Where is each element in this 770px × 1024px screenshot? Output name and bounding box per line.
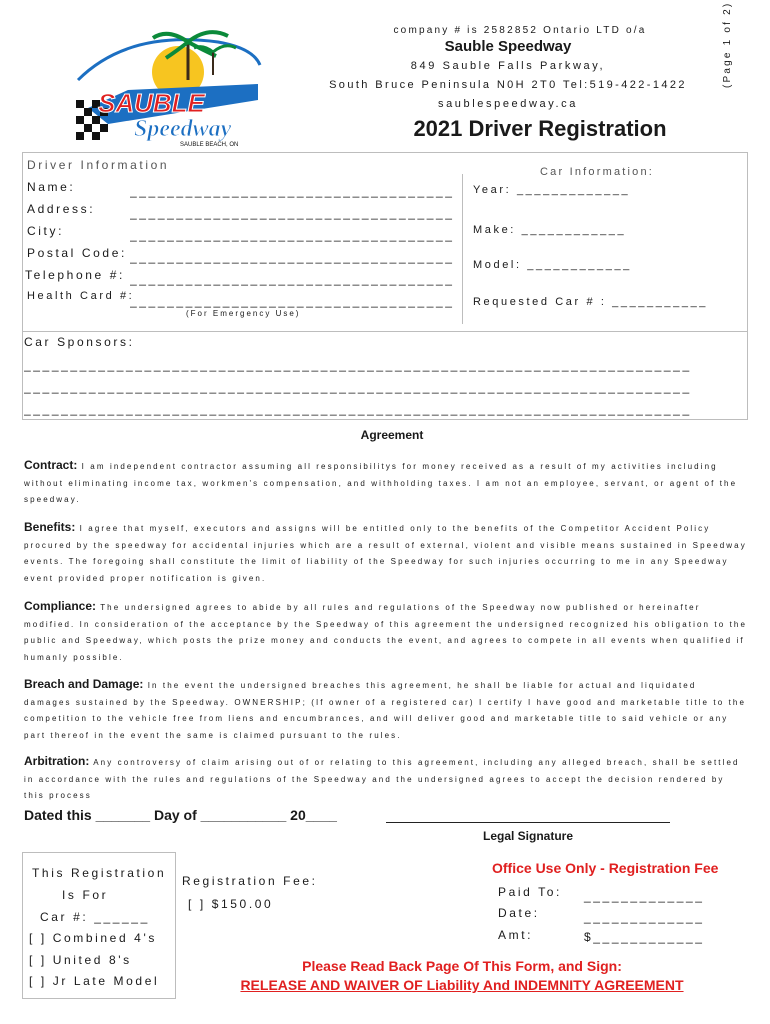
benefits-clause bbox=[24, 519, 748, 587]
signature-line[interactable] bbox=[386, 822, 670, 823]
contract-clause bbox=[24, 457, 748, 509]
benefits-text: I agree that myself, executors and assigns will be entitled only to the benefits of the Competitor Accident Policy procured by the speedway for accidental injuries which are a result of external, violent and visible means sustained in Speedway events. The foregoing shall constitute the limit of liability of the Speedway for such injuries occurring to me in any Speedway event provided proper notification is given. bbox=[24, 524, 747, 583]
release-waiver-notice: RELEASE AND WAIVER OF Liability And INDEMNITY AGREEMENT bbox=[240, 977, 684, 993]
model-field[interactable]: Model: ____________ bbox=[473, 259, 632, 271]
contract-heading: Contract: bbox=[24, 458, 78, 472]
benefits-heading: Benefits: bbox=[24, 520, 76, 534]
arbitration-clause bbox=[24, 753, 748, 805]
postal-code-label: Postal Code: bbox=[27, 246, 127, 260]
logo-word-sauble: SAUBLE bbox=[98, 88, 205, 118]
agreement-heading: Agreement bbox=[360, 428, 424, 442]
health-card-field[interactable]: ___________________________________ bbox=[130, 294, 455, 308]
address-field[interactable]: ___________________________________ bbox=[130, 206, 455, 220]
driver-info-heading: Driver Information bbox=[27, 158, 170, 172]
paid-to-label: Paid To: bbox=[498, 885, 562, 899]
breach-clause bbox=[24, 676, 748, 744]
requested-car-field[interactable]: Requested Car # : ___________ bbox=[473, 296, 709, 308]
registration-fee-checkbox[interactable]: [ ] $150.00 bbox=[188, 897, 274, 911]
speedway-name: Sauble Speedway bbox=[444, 38, 572, 55]
address-line-1: 849 Sauble Falls Parkway, bbox=[410, 60, 606, 72]
sponsor-line-1[interactable]: ________________________________________________________________________ bbox=[24, 358, 692, 372]
registration-car-number[interactable]: Car #: ______ bbox=[40, 910, 150, 924]
registration-line-1: This Registration bbox=[32, 866, 167, 880]
website: saublespeedway.ca bbox=[437, 98, 578, 110]
option-combined-4s[interactable]: [ ] Combined 4's bbox=[29, 931, 157, 945]
compliance-text: The undersigned agrees to abide by all rules and regulations of the Speedway now published or hereinafter modified. In consideration of the acceptance by the Speedway of this agreement the undersigned recognized his obligation to the public and Speedway, which posts the prize money and conducts the event, and agrees to compete in all events when qualified if humanly possible. bbox=[24, 603, 747, 662]
breach-heading: Breach and Damage: bbox=[24, 677, 144, 691]
office-use-heading: Office Use Only - Registration Fee bbox=[492, 860, 719, 876]
logo-word-speedway: Speedway bbox=[134, 116, 232, 142]
company-number: company # is 2582852 Ontario LTD o/a bbox=[393, 25, 647, 36]
telephone-label: Telephone #: bbox=[25, 268, 125, 282]
make-field[interactable]: Make: ____________ bbox=[473, 224, 627, 236]
signature-label: Legal Signature bbox=[482, 829, 574, 843]
postal-code-field[interactable]: ___________________________________ bbox=[130, 250, 455, 264]
logo-tagline: SAUBLE BEACH, ON bbox=[180, 142, 239, 148]
option-united-8s[interactable]: [ ] United 8's bbox=[29, 953, 132, 967]
registration-fee-label: Registration Fee: bbox=[182, 874, 318, 888]
page-number: (Page 1 of 2) bbox=[722, 1, 733, 88]
health-card-label: Health Card #: bbox=[27, 290, 135, 302]
year-field[interactable]: Year: _____________ bbox=[473, 184, 631, 196]
contract-text: I am independent contractor assuming all responsibilitys for money received as a result of my activities including without eliminating income tax, workmen's compensation, and withholding taxes. I am not an employee, servant, or agent of the speedway. bbox=[24, 462, 738, 504]
sauble-speedway-logo bbox=[68, 20, 268, 150]
option-jr-late-model[interactable]: [ ] Jr Late Model bbox=[29, 974, 160, 988]
car-info-heading: Car Information: bbox=[540, 166, 655, 178]
name-label: Name: bbox=[27, 180, 76, 194]
arbitration-text: Any controversy of claim arising out of or relating to this agreement, including any alleged breach, shall be settled in accordance with the rules and regulations of the Speedway and the undersigned agrees to accept the decision rendered by this process bbox=[24, 758, 740, 800]
address-line-2: South Bruce Peninsula N0H 2T0 Tel:519-422-1422 bbox=[329, 79, 687, 91]
date-field[interactable]: _____________ bbox=[584, 910, 705, 924]
compliance-clause bbox=[24, 598, 748, 666]
emergency-note: (For Emergency Use) bbox=[186, 309, 301, 318]
name-field[interactable]: ___________________________________ bbox=[130, 184, 455, 198]
page-title: 2021 Driver Registration bbox=[413, 116, 667, 141]
arbitration-heading: Arbitration: bbox=[24, 754, 90, 768]
city-label: City: bbox=[27, 224, 64, 238]
address-label: Address: bbox=[27, 202, 96, 216]
dated-line[interactable]: Dated this _______ Day of ___________ 20____ bbox=[24, 807, 337, 823]
info-divider bbox=[462, 174, 463, 324]
compliance-heading: Compliance: bbox=[24, 599, 97, 613]
sponsor-line-2[interactable]: ________________________________________________________________________ bbox=[24, 380, 692, 394]
paid-to-field[interactable]: _____________ bbox=[584, 889, 705, 903]
read-back-notice: Please Read Back Page Of This Form, and Sign: bbox=[302, 958, 622, 974]
city-field[interactable]: ___________________________________ bbox=[130, 228, 455, 242]
sponsors-label: Car Sponsors: bbox=[24, 335, 135, 349]
registration-line-2: Is For bbox=[62, 888, 109, 902]
sponsor-line-3[interactable]: ________________________________________________________________________ bbox=[24, 402, 692, 416]
breach-text: In the event the undersigned breaches this agreement, he shall be liable for actual and liquidated damages sustained by the Speedway. OWNERSHIP; (If owner of a registered car) I certify I have good and marketable title to the competition to the vehicle free from liens and encumbrances, and will deliver good and marketable title to said vehicle or any part thereof in the event the same is claimed pursuant to the rules. bbox=[24, 681, 747, 740]
telephone-field[interactable]: ___________________________________ bbox=[130, 272, 455, 286]
date-label: Date: bbox=[498, 906, 540, 920]
amount-field[interactable]: $____________ bbox=[584, 930, 705, 944]
amount-label: Amt: bbox=[498, 928, 534, 942]
